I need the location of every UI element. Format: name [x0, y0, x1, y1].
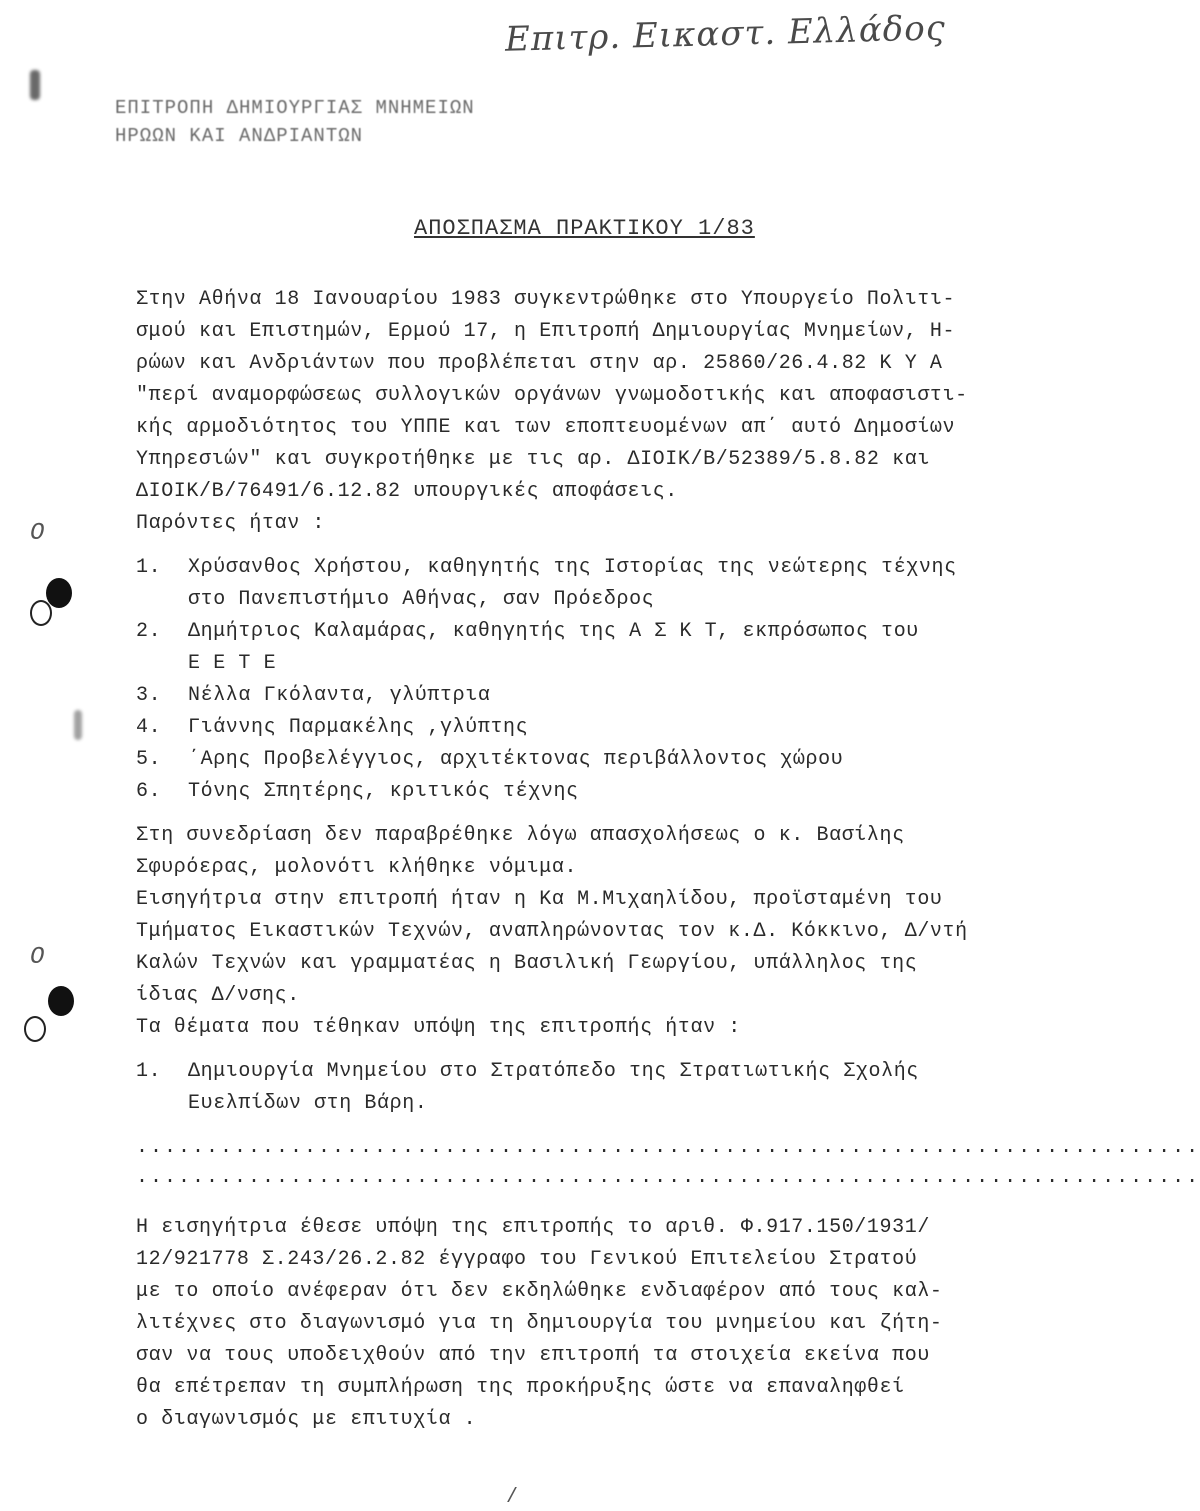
intro-line: Στην Αθήνα 18 Ιανουαρίου 1983 συγκεντρώθηκε στο Υπουργείο Πολιτι-: [136, 288, 956, 311]
paragraph-line: Εισηγήτρια στην επιτροπή ήταν η Κα Μ.Μιχαηλίδου, προϊσταμένη του: [136, 888, 943, 911]
item-number: 1.: [136, 556, 162, 579]
paragraph-line: ίδιας Δ/νσης.: [136, 984, 300, 1007]
item-text: Γιάννης Παρμακέλης ,γλύπτης: [188, 716, 529, 739]
margin-circle-mark: Ο: [30, 944, 45, 971]
list-item: [136, 744, 1036, 776]
paragraph-line: σαν να τους υποδειχθούν από την επιτροπή τα στοιχεία εκείνα που: [136, 1344, 930, 1367]
item-text: Χρύσανθος Χρήστου, καθηγητής της Ιστορίας της νεώτερης τέχνης: [188, 556, 957, 579]
punch-hole: [46, 578, 72, 608]
item-number: 2.: [136, 620, 162, 643]
header-line-1: ΕΠΙΤΡΟΠΗ ΔΗΜΙΟΥΡΓΙΑΣ ΜΝΗΜΕΙΩΝ: [115, 97, 475, 119]
item-number: 5.: [136, 748, 162, 771]
item-text: Τόνης Σπητέρης, κριτικός τέχνης: [188, 780, 579, 803]
item-text-continued: Ευελπίδων στη Βάρη.: [188, 1092, 428, 1115]
intro-paragraph: [136, 284, 1036, 540]
paragraph-line: Καλών Τεχνών και γραμματέας η Βασιλική Γεωργίου, υπάλληλος της: [136, 952, 918, 975]
document-header: [115, 94, 475, 150]
dotted-separator: ............................................................................: [136, 1136, 1200, 1159]
item-text: Νέλλα Γκόλαντα, γλύπτρια: [188, 684, 491, 707]
paragraph-line: Η εισηγήτρια έθεσε υπόψη της επιτροπής το αριθ. Φ.917.150/1931/: [136, 1216, 930, 1239]
paragraph-line: Τα θέματα που τέθηκαν υπόψη της επιτροπής ήταν :: [136, 1016, 741, 1039]
intro-line: ΔΙΟΙΚ/Β/76491/6.12.82 υπουργικές αποφάσεις.: [136, 480, 678, 503]
intro-line: σμού και Επιστημών, Ερμού 17, η Επιτροπή Δημιουργίας Μνημείων, Η-: [136, 320, 956, 343]
footer-mark: /: [506, 1486, 519, 1509]
list-item: [136, 776, 1036, 808]
dotted-separator: ............................................................................: [136, 1166, 1200, 1189]
absence-paragraph: [136, 820, 1036, 1044]
paragraph-line: Τμήματος Εικαστικών Τεχνών, αναπληρώνοντας τον κ.Δ. Κόκκινο, Δ/ντή: [136, 920, 968, 943]
list-item: [136, 680, 1036, 712]
intro-line: ρώων και Ανδριάντων που προβλέπεται στην αρ. 25860/26.4.82 Κ Υ Α: [136, 352, 943, 375]
paragraph-line: ο διαγωνισμός με επιτυχία .: [136, 1408, 477, 1431]
handwritten-note: Επιτρ. Εικαστ. Ελλάδος: [504, 8, 947, 60]
closing-paragraph: [136, 1212, 1036, 1436]
scan-smudge-mark: [74, 710, 82, 740]
punch-hole-ring: [24, 1016, 46, 1042]
punch-hole-ring: [30, 600, 52, 626]
item-number: 6.: [136, 780, 162, 803]
members-list: [136, 552, 1036, 808]
topics-list: [136, 1056, 1036, 1120]
header-line-2: ΗΡΩΩΝ ΚΑΙ ΑΝΔΡΙΑΝΤΩΝ: [115, 125, 364, 147]
list-item: [136, 616, 1036, 648]
paragraph-line: Σφυρόερας, μολονότι κλήθηκε νόμιμα.: [136, 856, 578, 879]
intro-line: Παρόντες ήταν :: [136, 512, 326, 535]
list-item: [136, 552, 1036, 584]
list-item: [136, 1056, 1036, 1088]
list-item: [136, 712, 1036, 744]
item-number: 4.: [136, 716, 162, 739]
punch-hole: [48, 986, 74, 1016]
item-text: ΄Αρης Προβελέγγιος, αρχιτέκτονας περιβάλλοντος χώρου: [188, 748, 844, 771]
document-body: [136, 284, 1200, 1436]
paragraph-line: θα επέτρεπαν τη συμπλήρωση της προκήρυξης ώστε να επαναληφθεί: [136, 1376, 905, 1399]
paragraph-line: με το οποίο ανέφεραν ότι δεν εκδηλώθηκε ενδιαφέρον από τους καλ-: [136, 1280, 943, 1303]
paragraph-line: 12/921778 Σ.243/26.2.82 έγγραφο του Γενικού Επιτελείου Στρατού: [136, 1248, 918, 1271]
margin-circle-mark: Ο: [30, 520, 45, 547]
scan-smudge-mark: [30, 70, 40, 100]
item-text: Δημιουργία Μνημείου στο Στρατόπεδο της Στρατιωτικής Σχολής: [188, 1060, 919, 1083]
document-title: ΑΠΟΣΠΑΣΜΑ ΠΡΑΚΤΙΚΟΥ 1/83: [414, 216, 755, 241]
item-text-continued: Ε Ε Τ Ε: [188, 652, 277, 675]
intro-line: κής αρμοδιότητος του ΥΠΠΕ και των εποπτευομένων απ΄ αυτό Δημοσίων: [136, 416, 956, 439]
paragraph-line: λιτέχνες στο διαγωνισμό για τη δημιουργία του μνημείου και ζήτη-: [136, 1312, 943, 1335]
item-text-continued: στο Πανεπιστήμιο Αθήνας, σαν Πρόεδρος: [188, 588, 655, 611]
intro-line: Υπηρεσιών" και συγκροτήθηκε με τις αρ. ΔΙΟΙΚ/Β/52389/5.8.82 και: [136, 448, 930, 471]
intro-line: "περί αναμορφώσεως συλλογικών οργάνων γνωμοδοτικής και αποφασιστι-: [136, 384, 968, 407]
item-number: 3.: [136, 684, 162, 707]
item-text: Δημήτριος Καλαμάρας, καθηγητής της Α Σ Κ Τ, εκπρόσωπος του: [188, 620, 919, 643]
paragraph-line: Στη συνεδρίαση δεν παραβρέθηκε λόγω απασχολήσεως ο κ. Βασίλης: [136, 824, 905, 847]
item-number: 1.: [136, 1060, 162, 1083]
